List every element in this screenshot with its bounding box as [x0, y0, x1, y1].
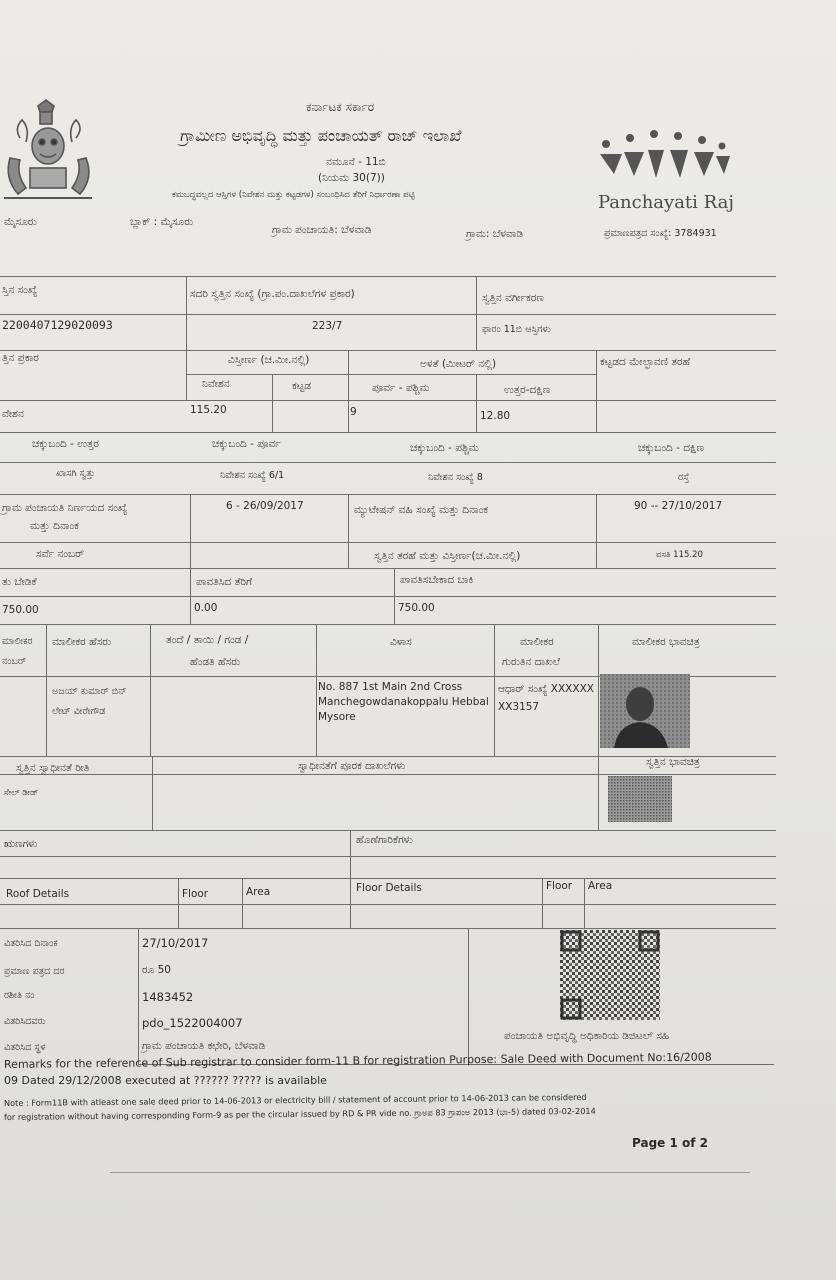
- label-owner-photo: ಮಾಲೀಕರ ಭಾವಚಿತ್ರ: [632, 636, 700, 648]
- label-floor-1: Floor: [182, 888, 209, 900]
- certificate-fee: ರೂ 50: [142, 964, 171, 976]
- label-relation-2: ಹೆಂಡತಿ ಹೆಸರು: [190, 656, 241, 668]
- label-floor-details: Floor Details: [356, 882, 422, 894]
- balance: 750.00: [398, 602, 435, 614]
- note-line-1: Note : Form11B with atleast one sale deed prior to 14-06-2013 or electricity bill / statement of account prior to 14-06-2013 can be considered: [3, 1091, 587, 1108]
- qr-code-icon: [560, 930, 660, 1020]
- label-area-2: Area: [588, 880, 613, 892]
- panchayati-raj-logo-icon: [594, 124, 734, 184]
- owner-name: ಅಜಯ್ ಕುಮಾರ್ ಬಿನ್ ಲೇಟ್ ವೀರೇಗೌಡ: [52, 686, 127, 717]
- label-north: ಚಕ್ಕುಬಂದಿ - ಉತ್ತರ: [32, 438, 99, 450]
- label-floor-2: Floor: [546, 880, 573, 892]
- label-mutation: ಮ್ಯುಟೇಷನ್ ವಹಿ ಸಂಖ್ಯೆ ಮತ್ತು ದಿನಾಂಕ: [354, 504, 489, 516]
- certificate-number: ಪ್ರಮಾಣಪತ್ರದ ಸಂಖ್ಯೆ: 3784931: [604, 228, 717, 239]
- label-survey-number: ಸರ್ವೆ ನಂಬರ್: [36, 548, 85, 560]
- paid: 0.00: [194, 602, 218, 614]
- west-boundary: ನಿವೇಶನ ಸಂಖ್ಯೆ 8: [428, 472, 483, 483]
- north-south: 12.80: [480, 410, 511, 422]
- label-south: ಚಕ್ಕುಬಂದಿ - ದಕ್ಷಿಣ: [638, 442, 705, 454]
- label-owner-id-2: ಗುರುತಿನ ದಾಖಲೆ: [502, 656, 561, 668]
- label-site: ನಿವೇಶನ: [202, 378, 230, 390]
- label-issue-date: ವಿತರಿಸಿದ ದಿನಾಂಕ: [4, 938, 58, 949]
- form-name: ನಮೂನೆ - 11ಬಿ: [326, 156, 386, 168]
- demand: 750.00: [2, 604, 39, 616]
- label-encumbrance: ಹೊಣೆಗಾರಿಕೆಗಳು: [356, 834, 413, 846]
- label-supporting-docs: ಸ್ವಾಧೀನತೆಗೆ ಪೂರಕ ದಾಖಲೆಗಳು: [298, 760, 406, 772]
- label-demand: ತು ಬೇಡಿಕೆ: [2, 576, 37, 588]
- label-nivesha: ವೇಶನ: [2, 408, 24, 420]
- label-west: ಚಕ್ಕುಬಂದಿ - ಪಶ್ಚಿಮ: [410, 442, 479, 454]
- label-certificate-fee: ಪ್ರಮಾಣ ಪತ್ರದ ದರ: [4, 966, 65, 977]
- label-property-photo: ಸ್ವತ್ತಿನ ಭಾವಚಿತ್ರ: [646, 756, 700, 768]
- label-balance: ಪಾವತಿಸಬೇಕಾದ ಬಾಕಿ: [400, 574, 474, 586]
- label-property-type: ತ್ತಿನ ಪ್ರಕಾರ: [2, 352, 39, 364]
- north-boundary: ಖಾಸಗಿ ಸ್ವತ್ತು: [56, 468, 96, 479]
- page-number: Page 1 of 2: [632, 1136, 708, 1150]
- label-owner-number-2: ನಂಬರ್: [2, 656, 27, 667]
- label-address: ವಿಳಾಸ: [390, 636, 412, 648]
- label-owner-number: ಮಾಲೀಕರ: [2, 636, 33, 647]
- site-area: 115.20: [190, 404, 227, 416]
- block: ಬ್ಲಾಕ್ : ಮೈಸೂರು: [130, 216, 194, 228]
- form-description: ಕಮಬದ್ಧವಲ್ಲದ ಆಸ್ತಿಗಳ (ನಿವೇಶನ ಮತ್ತು ಕಟ್ಟಡಗಳ) ಸಂಬಂಧಿಸಿದ ತೆರಿಗೆ ನಿರ್ಧಾರಣಾ ಪಟ್ಟಿ: [172, 190, 415, 200]
- govt-title: ಕರ್ನಾಟಕ ಸರ್ಕಾರ: [306, 100, 375, 114]
- label-issued-by: ವಿತರಿಸಿದವರು: [4, 1016, 46, 1027]
- label-nature-area: ಸ್ವತ್ತಿನ ತರಹೆ ಮತ್ತು ವಿಸ್ತೀರ್ಣ(ಚ.ಮೀ.ನಲ್ಲಿ): [374, 550, 521, 562]
- form-rule: (ನಿಯಮ 30(7)): [318, 172, 385, 184]
- label-receipt: ರಶೀತಿ ನಂ: [4, 990, 35, 1001]
- label-acquisition: ಸ್ವತ್ತಿನ ಸ್ವಾಧೀನತೆ ರೀತಿ: [16, 762, 90, 774]
- label-area: ವಿಸ್ತೀರ್ಣ (ಚ.ಮೀ.ನಲ್ಲಿ): [228, 354, 310, 366]
- label-property-number: ಸ್ತಿನ ಸಂಖ್ಯೆ: [2, 284, 38, 296]
- note-line-2: for registration without having corresponding Form-9 as per the circular issued by RD & PR vide no. ಗ್ರಾಅಪ 83 ಗ್ರಾಪಂಅ 2013 (ಭಾ-5) dated 03-02-2014: [3, 1105, 596, 1122]
- remarks-line-2: 09 Dated 29/12/2008 executed at ?????? ????? is available: [4, 1074, 327, 1087]
- label-owner-id: ಮಾಲೀಕರ: [520, 636, 554, 648]
- label-old-property-number: ಸದರಿ ಸ್ವತ್ತಿನ ಸಂಖ್ಯೆ (ಗ್ರಾ.ಪಂ.ದಾಖಲೆಗಳ ಪ್ರಕಾರ): [190, 288, 355, 300]
- label-resolution: ಗ್ರಾಮ ಪಂಚಾಯತಿ ನಿರ್ಣಯದ ಸಂಖ್ಯೆ: [2, 502, 128, 514]
- gram-panchayat: ಗ್ರಾಮ ಪಂಚಾಯತಿ: ಬೆಳವಾಡಿ: [272, 224, 372, 236]
- label-roof-details: Roof Details: [6, 888, 70, 900]
- east-boundary: ನಿವೇಶನ ಸಂಖ್ಯೆ 6/1: [220, 470, 285, 481]
- label-resolution-date: ಮತ್ತು ದಿನಾಂಕ: [30, 520, 79, 532]
- label-place: ವಿತರಿಸಿದ ಸ್ಥಳ: [4, 1042, 46, 1053]
- karnataka-emblem-icon: [0, 98, 100, 210]
- south-boundary: ರಸ್ತೆ: [678, 472, 690, 483]
- digital-signature-label: ಪಂಚಾಯತಿ ಅಭಿವೃದ್ಧಿ ಅಧಿಕಾರಿಯ ಡಿಜಿಟಲ್ ಸಹಿ: [504, 1030, 670, 1042]
- label-property-class: ಸ್ವತ್ತಿನ ವರ್ಗೀಕರಣ: [482, 292, 544, 304]
- property-number: 2200407129020093: [2, 318, 113, 332]
- panchayati-raj-logo-text: Panchayati Raj: [598, 192, 734, 213]
- label-building: ಕಟ್ಟಡ: [292, 380, 312, 392]
- owner-address: No. 887 1st Main 2nd Cross Manchegowdanakoppalu Hebbal Mysore: [318, 681, 489, 723]
- village: ಗ್ರಾಮ: ಬೆಳವಾಡಿ: [466, 228, 524, 240]
- issue-date: 27/10/2017: [142, 936, 209, 950]
- label-paid: ಪಾವತಿಸಿದ ತೆರಿಗೆ: [196, 576, 253, 588]
- property-class: ಫಾರಂ 11ಬಿ ಆಸ್ತಿಗಳು: [482, 324, 551, 335]
- label-east-west: ಪೂರ್ವ - ಪಶ್ಚಿಮ: [372, 382, 430, 394]
- resolution-number: 6 - 26/09/2017: [226, 500, 304, 512]
- nature-area: ವಸತಿ 115.20: [656, 550, 703, 560]
- old-property-number: 223/7: [312, 320, 343, 332]
- owner-id: ಆಧಾರ್ ಸಂಖ್ಯೆ XXXXXXXX3157: [498, 683, 594, 713]
- property-photo-icon: [608, 776, 672, 822]
- label-area-1: Area: [246, 886, 271, 898]
- label-measurement: ಅಳತೆ (ಮೀಟರ್ ನಲ್ಲಿ): [420, 358, 497, 370]
- issued-by: pdo_1522004007: [142, 1016, 243, 1030]
- label-liabilities: ಋಣಗಳು: [4, 838, 38, 850]
- label-relation: ತಂದೆ / ತಾಯಿ / ಗಂಡ /: [166, 634, 249, 646]
- mutation-number: 90 -- 27/10/2017: [634, 500, 723, 512]
- label-north-south: ಉತ್ತರ-ದಕ್ಷಿಣ: [504, 384, 551, 396]
- remarks-line-1: Remarks for the reference of Sub registrar to consider form-11 B for registration Purpose: Sale Deed with Document No:16/2008: [3, 1050, 712, 1071]
- label-roof-type: ಕಟ್ಟಡದ ಮೇಲ್ಛಾವಣಿ ತರಹೆ: [600, 356, 691, 368]
- label-east: ಚಕ್ಕುಬಂದಿ - ಪೂರ್ವ: [212, 438, 281, 450]
- acquisition-method: ಸೇಲ್ ಡೀಡ್: [4, 788, 39, 798]
- issue-place: ಗ್ರಾಮ ಪಂಚಾಯತಿ ಕಛೇರಿ, ಬೆಳವಾಡಿ: [142, 1040, 266, 1052]
- dept-title: ಗ್ರಾಮೀಣ ಅಭಿವೃದ್ಧಿ ಮತ್ತು ಪಂಚಾಯತ್ ರಾಜ್ ಇಲಾಖೆ: [180, 126, 462, 145]
- east-west: 9: [350, 406, 357, 418]
- receipt-number: 1483452: [142, 990, 194, 1004]
- district: ಮೈಸೂರು: [4, 216, 37, 228]
- label-owner-name: ಮಾಲೀಕರ ಹೆಸರು: [52, 636, 112, 648]
- owner-photo-icon: [600, 674, 690, 748]
